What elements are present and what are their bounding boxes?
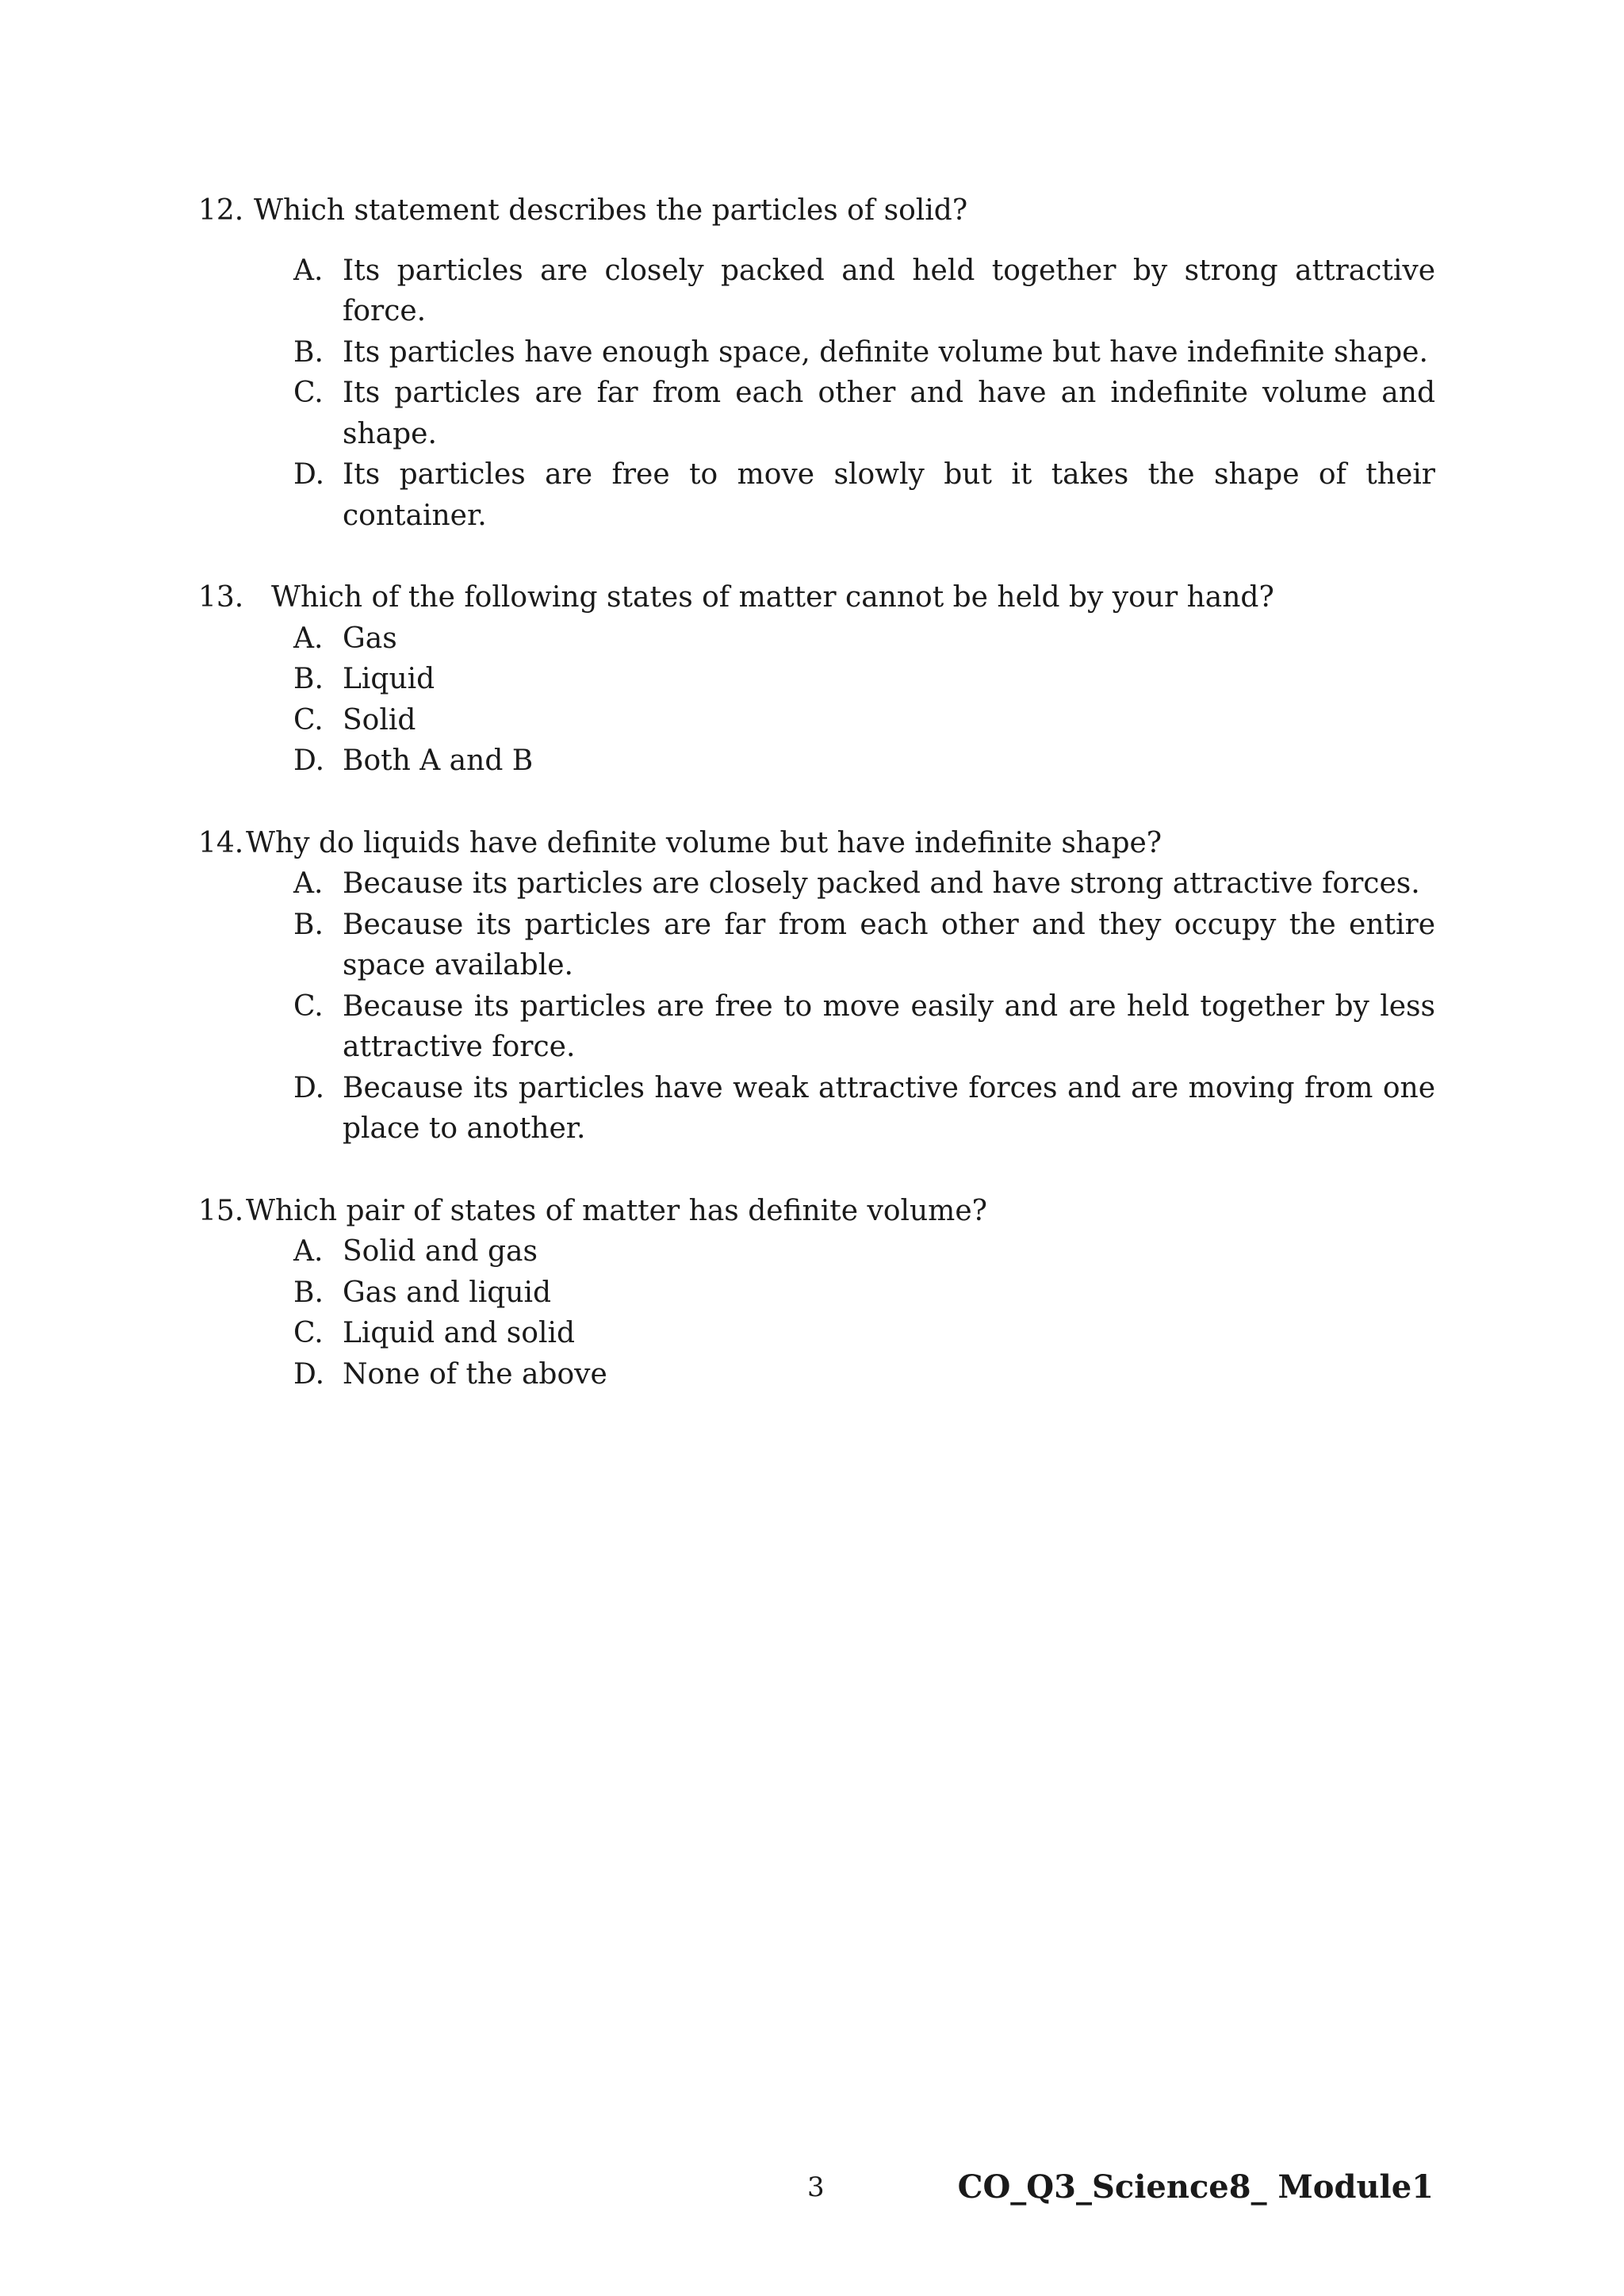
option-a xyxy=(293,618,1435,660)
option-text: Both A and B xyxy=(343,744,534,777)
option-text: Because its particles are free to move easily and are held together by less attractive force. xyxy=(343,989,1435,1063)
option-letter: B. xyxy=(293,335,324,369)
question-stem xyxy=(198,190,1435,232)
option-letter: D. xyxy=(293,1357,325,1391)
option-text: Its particles are far from each other and have an indefinite volume and shape. xyxy=(343,377,1435,450)
option-text: Its particles are closely packed and held together by strong attractive force. xyxy=(343,254,1435,327)
question-text: Which pair of states of matter has definite volume? xyxy=(246,1194,987,1227)
option-letter: A. xyxy=(293,622,324,655)
option-b xyxy=(293,659,1435,700)
question-text: Which of the following states of matter cannot be held by your hand? xyxy=(271,581,1274,614)
option-a xyxy=(293,1231,1435,1272)
page-number: 3 xyxy=(807,2172,825,2203)
option-text: Gas xyxy=(343,622,397,655)
option-text: Solid and gas xyxy=(343,1235,538,1268)
option-letter: A. xyxy=(293,867,324,900)
option-text: Its particles have enough space, definite volume but have indefinite shape. xyxy=(343,335,1428,369)
option-c xyxy=(293,1313,1435,1354)
question-number: 13. xyxy=(198,581,244,614)
option-letter: A. xyxy=(293,1235,324,1268)
option-c xyxy=(293,700,1435,741)
option-c xyxy=(293,373,1435,454)
option-list xyxy=(293,1231,1435,1395)
option-b xyxy=(293,332,1435,373)
option-letter: D. xyxy=(293,458,325,491)
option-text: Its particles are free to move slowly but it takes the shape of their container. xyxy=(343,458,1435,532)
option-text: Because its particles are far from each other and they occupy the entire space available. xyxy=(343,908,1435,982)
question-stem xyxy=(198,1191,1435,1232)
option-letter: C. xyxy=(293,377,324,409)
module-code: CO_Q3_Science8_ Module1 xyxy=(957,2168,1434,2206)
option-b xyxy=(293,1272,1435,1314)
question-stem xyxy=(198,577,1435,618)
option-letter: B. xyxy=(293,663,324,695)
option-d xyxy=(293,740,1435,782)
question-12 xyxy=(198,190,1435,536)
option-d xyxy=(293,1068,1435,1150)
option-text: Liquid xyxy=(343,663,435,695)
option-text: None of the above xyxy=(343,1357,607,1391)
question-text: Why do liquids have definite volume but have indefinite shape? xyxy=(246,826,1162,859)
option-c xyxy=(293,986,1435,1068)
option-letter: D. xyxy=(293,744,325,777)
question-text: Which statement describes the particles of solid? xyxy=(254,194,968,227)
option-letter: D. xyxy=(293,1071,325,1104)
option-d xyxy=(293,454,1435,536)
page-footer xyxy=(0,2168,1624,2216)
question-number: 12. xyxy=(198,194,244,227)
option-text: Liquid and solid xyxy=(343,1317,576,1349)
question-list xyxy=(198,190,1435,1436)
option-letter: B. xyxy=(293,908,324,941)
option-list xyxy=(293,863,1435,1150)
option-letter: C. xyxy=(293,1317,324,1349)
option-letter: C. xyxy=(293,989,324,1023)
option-a xyxy=(293,251,1435,332)
option-text: Because its particles are closely packed and have strong attractive forces. xyxy=(343,867,1420,900)
option-letter: A. xyxy=(293,254,324,287)
option-d xyxy=(293,1354,1435,1395)
option-letter: C. xyxy=(293,703,324,737)
question-number: 14. xyxy=(198,826,244,859)
question-14 xyxy=(198,823,1435,1150)
option-a xyxy=(293,863,1435,905)
option-b xyxy=(293,905,1435,986)
question-13 xyxy=(198,577,1435,782)
option-text: Solid xyxy=(343,703,416,737)
option-list xyxy=(293,251,1435,537)
option-text: Gas and liquid xyxy=(343,1276,552,1309)
question-stem xyxy=(198,823,1435,864)
question-number: 15. xyxy=(198,1194,244,1227)
option-list xyxy=(293,618,1435,782)
option-text: Because its particles have weak attractive forces and are moving from one place to another. xyxy=(343,1071,1435,1145)
question-15 xyxy=(198,1191,1435,1395)
option-letter: B. xyxy=(293,1276,324,1309)
